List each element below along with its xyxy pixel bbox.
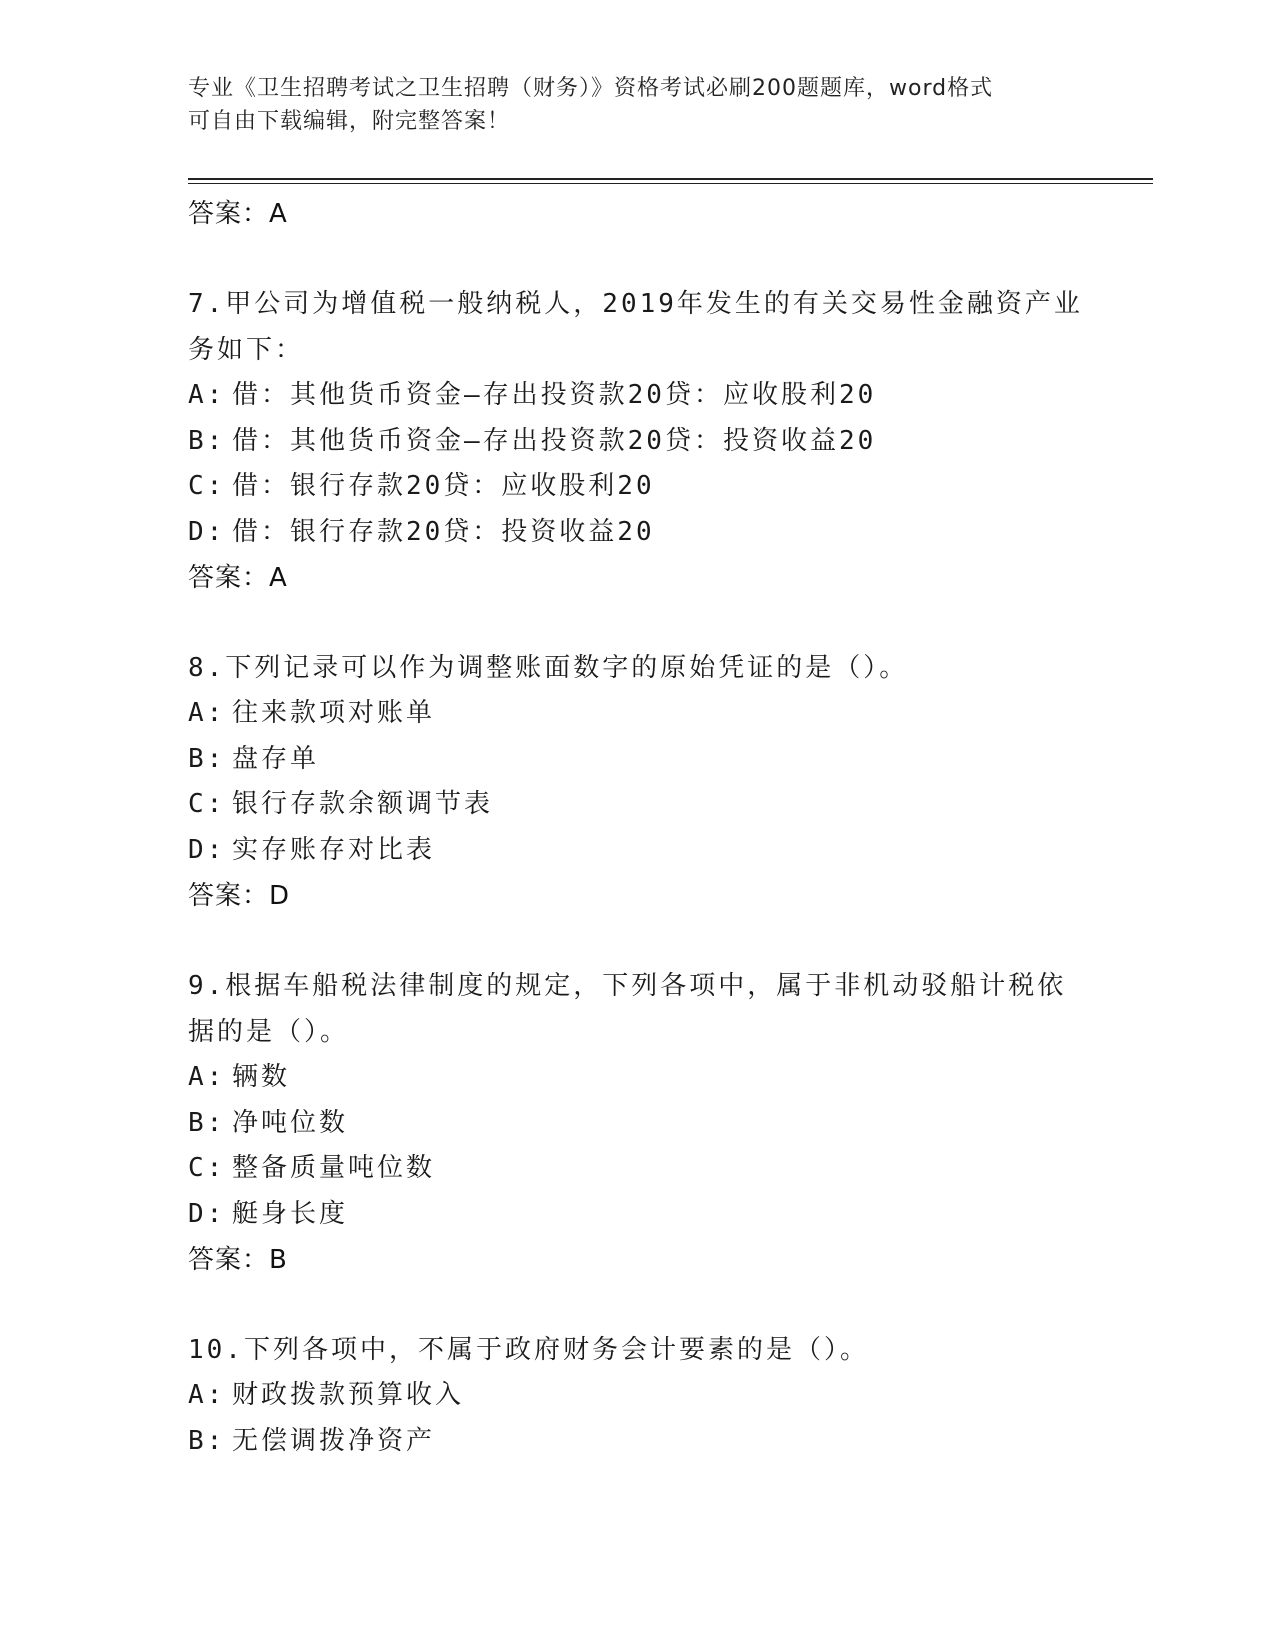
option-letter: C:: [188, 1153, 226, 1183]
option-text: 借：其他货币资金—存出投资款20贷：投资收益20: [232, 425, 877, 456]
question-block: [188, 1327, 1088, 1464]
option-letter: C:: [188, 471, 226, 501]
option-text: 银行存款余额调节表: [232, 789, 494, 819]
option-letter: D:: [188, 1198, 226, 1229]
question-block: [188, 645, 1088, 919]
option-letter: A:: [188, 698, 226, 728]
question-text: 9.根据车船税法律制度的规定，下列各项中，属于非机动驳船计税依据的是（）。: [188, 971, 1067, 1047]
option-letter: C:: [188, 789, 226, 819]
option-d: [188, 828, 1088, 874]
option-d: [188, 1192, 1088, 1238]
question-text: 8.下列记录可以作为调整账面数字的原始凭证的是（）。: [188, 653, 909, 683]
page-header: [188, 72, 1068, 138]
option-text: 盘存单: [232, 743, 320, 774]
answer-label: 答案：A: [188, 199, 288, 229]
option-c: [188, 1146, 1088, 1192]
option-letter: B:: [188, 425, 226, 456]
option-a: [188, 1373, 1088, 1419]
option-letter: A:: [188, 1062, 226, 1092]
answer-label: 答案：D: [188, 881, 291, 911]
question-list: [188, 188, 1088, 1464]
option-c: [188, 464, 1088, 510]
question-text: 7.甲公司为增值税一般纳税人，2019年发生的有关交易性金融资产业务如下：: [188, 289, 1083, 365]
option-b: [188, 1419, 1088, 1465]
header-rule-thin: [188, 183, 1153, 184]
header-line-1: 专业《卫生招聘考试之卫生招聘（财务）》资格考试必刷200题题库，word格式: [188, 76, 994, 101]
option-text: 借：银行存款20贷：投资收益20: [232, 516, 655, 547]
option-a: [188, 691, 1088, 737]
option-text: 借：其他货币资金—存出投资款20贷：应收股利20: [232, 380, 877, 410]
option-letter: B:: [188, 1107, 226, 1138]
option-text: 整备质量吨位数: [232, 1153, 436, 1183]
header-rule-thick: [188, 178, 1153, 180]
option-letter: A:: [188, 380, 226, 410]
option-text: 往来款项对账单: [232, 698, 436, 728]
option-a: [188, 373, 1088, 419]
question-block: [188, 963, 1088, 1283]
header-line-2: 可自由下载编辑，附完整答案！: [188, 109, 511, 134]
option-text: 实存账存对比表: [232, 834, 436, 865]
option-text: 借：银行存款20贷：应收股利20: [232, 471, 655, 501]
option-text: 财政拨款预算收入: [232, 1380, 465, 1410]
option-a: [188, 1055, 1088, 1101]
option-c: [188, 782, 1088, 828]
question-block: [188, 281, 1088, 601]
option-text: 净吨位数: [232, 1107, 349, 1138]
option-text: 艇身长度: [232, 1198, 349, 1229]
option-letter: A:: [188, 1380, 226, 1410]
option-letter: B:: [188, 743, 226, 774]
option-text: 辆数: [232, 1062, 291, 1092]
option-letter: D:: [188, 516, 226, 547]
option-letter: B:: [188, 1425, 226, 1456]
option-b: [188, 419, 1088, 465]
answer-label: 答案：B: [188, 1245, 288, 1275]
option-b: [188, 1101, 1088, 1147]
answer-label: 答案：A: [188, 563, 288, 593]
option-d: [188, 510, 1088, 556]
question-text: 10.下列各项中，不属于政府财务会计要素的是（）。: [188, 1335, 869, 1365]
option-b: [188, 737, 1088, 783]
option-letter: D:: [188, 834, 226, 865]
option-text: 无偿调拨净资产: [232, 1425, 436, 1456]
